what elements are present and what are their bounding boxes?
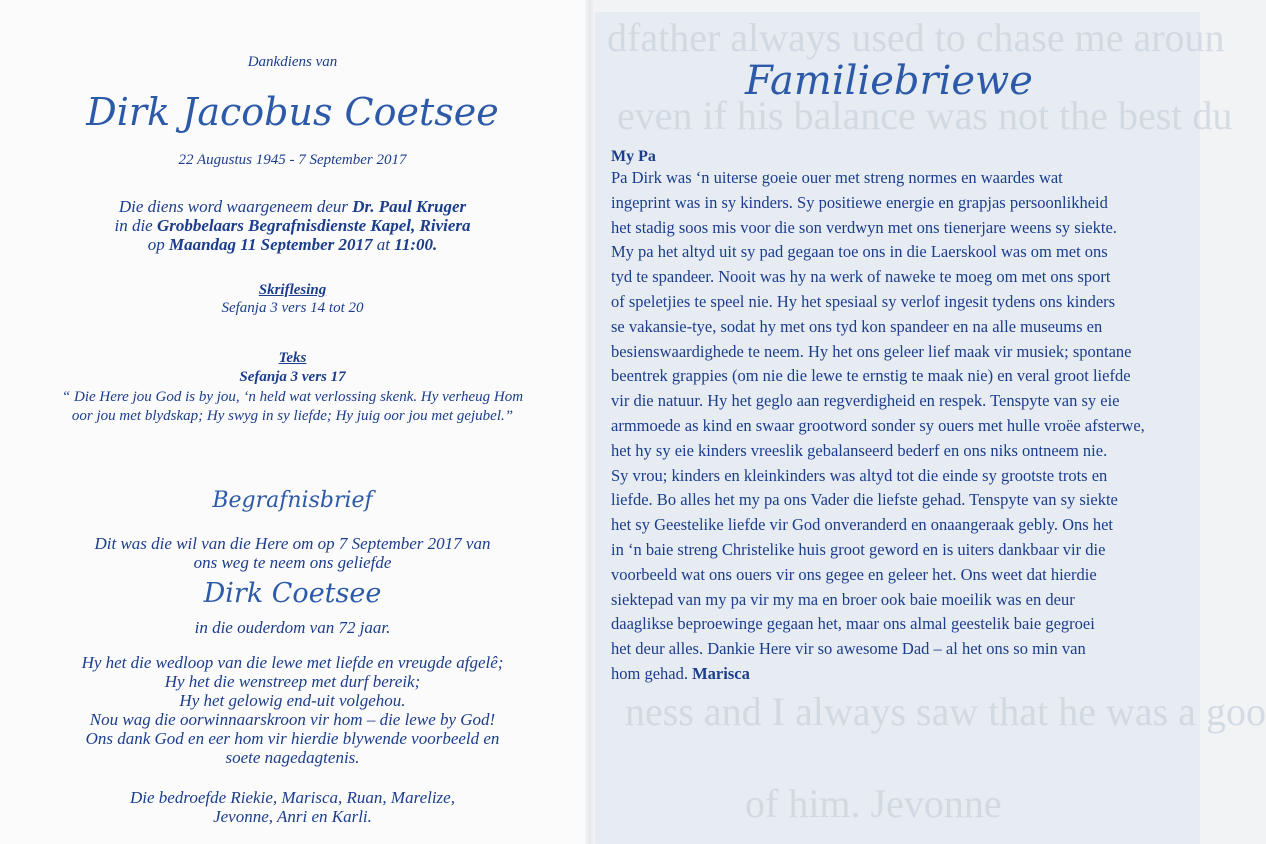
letter-line: het stadig soos mis voor die son verdwyn met ons tienerjare weens sy siekte. xyxy=(611,217,1117,237)
verse-text xyxy=(0,388,585,426)
letter-line: het hy sy eie kinders vreeslik gebalanseerd bederf en ons niks ontneem nie. xyxy=(611,440,1108,460)
letter-line: in ‘n baie streng Christelike huis groot geword en is uiters dankbaar vir die xyxy=(611,539,1106,559)
letter-line: se vakansie-tye, sodat hy met ons tyd kon spandeer en na alle museums en xyxy=(611,316,1103,336)
letter-line: liefde. Bo alles het my pa ons Vader die liefste gehad. Tenspyte van sy siekte xyxy=(611,490,1118,510)
letter-line: daaglikse beproewinge gegaan het, maar ons almal geestelik baie gegroei xyxy=(611,614,1095,634)
verse-line-2: oor jou met blydskap; Hy swyg in sy liefde; Hy juig oor jou met gejubel.” xyxy=(71,408,514,424)
letters-title: Familiebriewe xyxy=(745,58,1033,104)
service-date: Maandag 11 September 2017 xyxy=(168,235,373,254)
letter-last-line xyxy=(611,662,1196,687)
service-l1a: Die diens word waargeneem deur xyxy=(118,197,353,216)
family-line-1: Die bedroefde Riekie, Marisca, Ruan, Marelize, xyxy=(130,788,455,807)
right-page xyxy=(595,12,1266,844)
letter-line: voorbeeld wat ons ouers vir ons gegee en geleer het. Ons weet dat hierdie xyxy=(611,564,1097,584)
letter-line: Sy vrou; kinders en kleinkinders was altyd tot die einde sy grootste trots en xyxy=(611,465,1108,485)
letter-line: My pa het altyd uit sy pad gegaan toe ons in die Laerskool was om met ons xyxy=(611,242,1108,262)
burial-line-2: ons weg te neem ons geliefde xyxy=(193,553,392,572)
burial-line-1: Dit was die wil van die Here om op 7 September 2017 van xyxy=(94,534,491,553)
letter-signature: Marisca xyxy=(692,663,750,683)
burial-text xyxy=(0,534,585,572)
service-l3c: at xyxy=(372,235,395,254)
venue-name: Grobbelaars Begrafnisdienste Kapel, Riviera xyxy=(156,216,471,235)
life-dates: 22 Augustus 1945 - 7 September 2017 xyxy=(178,152,407,168)
letter-heading: My Pa xyxy=(611,148,656,165)
ghost-text: dfather always used to chase me aroun xyxy=(607,15,1225,60)
ghost-text: ness and I always saw that he was a goo xyxy=(625,689,1266,734)
letter-line: hom gehad. xyxy=(611,663,693,683)
service-l3a: op xyxy=(147,235,169,254)
text-heading: Teks xyxy=(278,350,307,366)
poem xyxy=(0,653,585,767)
officiant-name: Dr. Paul Kruger xyxy=(352,197,467,216)
reading-reference: Sefanja 3 vers 14 tot 20 xyxy=(221,300,364,316)
poem-line: soete nagedagtenis. xyxy=(225,748,360,767)
letter-line: tyd te spandeer. Nooit was hy na werk of naweke te moeg om met ons sport xyxy=(611,267,1111,287)
text-reference: Sefanja 3 vers 17 xyxy=(239,369,346,385)
burial-heading: Begrafnisbrief xyxy=(212,488,373,513)
service-block xyxy=(0,197,585,254)
letter-line: armmoede as kind en swaar grootword sonder sy ouers met hulle vroëe afsterwe, xyxy=(611,415,1145,435)
letter-line: siektepad van my pa vir my ma en broer ook baie moeilik was en deur xyxy=(611,589,1075,609)
deceased-name: Dirk Jacobus Coetsee xyxy=(86,90,499,134)
short-name: Dirk Coetsee xyxy=(203,578,382,609)
left-page xyxy=(0,0,585,844)
letter-body xyxy=(611,166,1196,687)
poem-line: Nou wag die oorwinnaarskroon vir hom – die lewe by God! xyxy=(89,710,496,729)
letter-line: vir die natuur. Hy het geglo aan regverdigheid en respek. Tenspyte van sy eie xyxy=(611,391,1120,411)
poem-line: Hy het die wenstreep met durf bereik; xyxy=(164,672,421,691)
ghost-text: of him. Jevonne xyxy=(745,781,1002,826)
family-list xyxy=(0,788,585,826)
letter-line: of speletjies te speel nie. Hy het spesiaal sy verlof ingesit tydens ons kinders xyxy=(611,291,1116,311)
poem-line: Hy het gelowig end-uit volgehou. xyxy=(179,691,406,710)
age-text: in die ouderdom van 72 jaar. xyxy=(194,618,391,637)
service-l2a: in die xyxy=(114,216,157,235)
letter-line: ingeprint was in sy kinders. Sy positiewe energie en grapjas persoonlikheid xyxy=(611,192,1108,212)
service-time: 11:00. xyxy=(394,235,438,254)
verse-line-1: “ Die Here jou God is by jou, ‘n held wat verlossing skenk. Hy verheug Hom xyxy=(61,389,524,405)
reading-heading: Skriflesing xyxy=(258,282,327,298)
poem-line: Hy het die wedloop van die lewe met liefde en vreugde afgelê; xyxy=(81,653,504,672)
poem-line: Ons dank God en eer hom vir hierdie blywende voorbeeld en xyxy=(85,729,500,748)
letter-line: beentrek grappies (om nie die lewe te ernstig te maak nie) en veral groot liefde xyxy=(611,366,1131,386)
letter-line: het sy Geestelike liefde vir God onveranderd en onaangeraak gebly. Ons het xyxy=(611,515,1113,535)
letter-line: besienswaardighede te neem. Hy het ons geleer lief maak vir musiek; spontane xyxy=(611,341,1132,361)
letter-line: het deur alles. Dankie Here vir so awesome Dad – al het ons so min van xyxy=(611,639,1086,659)
family-line-2: Jevonne, Anri en Karli. xyxy=(213,807,372,826)
page-fold xyxy=(585,0,595,844)
ghost-text: even if his balance was not the best du xyxy=(617,93,1233,138)
intro-text: Dankdiens van xyxy=(247,54,338,70)
letter-line: Pa Dirk was ‘n uiterse goeie ouer met streng normes en waardes wat xyxy=(611,168,1063,187)
